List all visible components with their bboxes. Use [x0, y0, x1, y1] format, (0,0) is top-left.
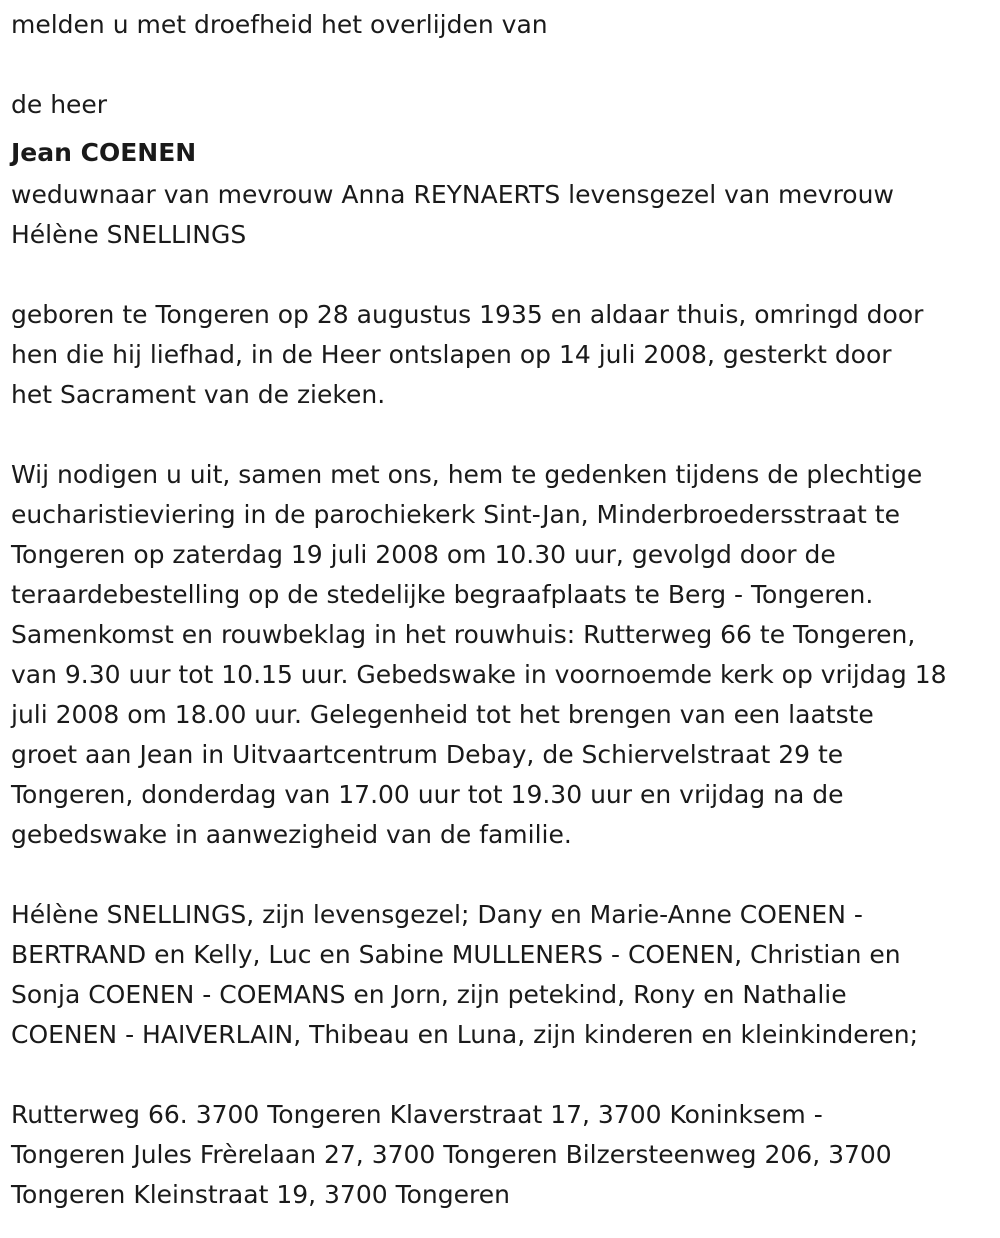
family-line: BERTRAND en Kelly, Luc en Sabine MULLENERS - COENEN, Christian en — [11, 940, 901, 969]
ceremony-line: eucharistieviering in de parochiekerk Sint-Jan, Minderbroedersstraat te — [11, 500, 900, 529]
ceremony-line: teraardebestelling op de stedelijke begraafplaats te Berg - Tongeren. — [11, 580, 874, 609]
birth-death-line: geboren te Tongeren op 28 augustus 1935 en aldaar thuis, omringd door — [11, 300, 924, 329]
ceremony-line: groet aan Jean in Uitvaartcentrum Debay, de Schiervelstraat 29 te — [11, 740, 844, 769]
birth-death-line: het Sacrament van de zieken. — [11, 380, 386, 409]
deceased-name: Jean COENEN — [11, 138, 197, 167]
ceremony-line: Tongeren, donderdag van 17.00 uur tot 19.30 uur en vrijdag na de — [11, 780, 844, 809]
address-line: Tongeren Kleinstraat 19, 3700 Tongeren — [11, 1180, 510, 1209]
spacer — [11, 255, 996, 295]
ceremony-line: Tongeren op zaterdag 19 juli 2008 om 10.30 uur, gevolgd door de — [11, 540, 836, 569]
ceremony-line: Samenkomst en rouwbeklag in het rouwhuis: Rutterweg 66 te Tongeren, — [11, 620, 916, 649]
ceremony-line: Wij nodigen u uit, samen met ons, hem te gedenken tijdens de plechtige — [11, 460, 923, 489]
spacer — [11, 1055, 996, 1095]
family-line: Hélène SNELLINGS, zijn levensgezel; Dany en Marie-Anne COENEN - — [11, 900, 863, 929]
honorific: de heer — [11, 90, 108, 119]
ceremony-line: van 9.30 uur tot 10.15 uur. Gebedswake in voornoemde kerk op vrijdag 18 — [11, 660, 947, 689]
relation-line: weduwnaar van mevrouw Anna REYNAERTS levensgezel van mevrouw — [11, 180, 894, 209]
address-line: Rutterweg 66. 3700 Tongeren Klaverstraat 17, 3700 Koninksem - — [11, 1100, 823, 1129]
announcement-line: melden u met droefheid het overlijden van — [11, 10, 548, 39]
family-line: Sonja COENEN - COEMANS en Jorn, zijn petekind, Rony en Nathalie — [11, 980, 847, 1009]
address-line: Tongeren Jules Frèrelaan 27, 3700 Tongeren Bilzersteenweg 206, 3700 — [11, 1140, 892, 1169]
obituary-text — [11, 5, 996, 1215]
birth-death-line: hen die hij liefhad, in de Heer ontslapen op 14 juli 2008, gesterkt door — [11, 340, 892, 369]
relation-line: Hélène SNELLINGS — [11, 220, 247, 249]
family-line: COENEN - HAIVERLAIN, Thibeau en Luna, zijn kinderen en kleinkinderen; — [11, 1020, 919, 1049]
ceremony-line: juli 2008 om 18.00 uur. Gelegenheid tot het brengen van een laatste — [11, 700, 874, 729]
spacer — [11, 415, 996, 455]
ceremony-line: gebedswake in aanwezigheid van de familie. — [11, 820, 572, 849]
spacer — [11, 855, 996, 895]
spacer — [11, 45, 996, 85]
